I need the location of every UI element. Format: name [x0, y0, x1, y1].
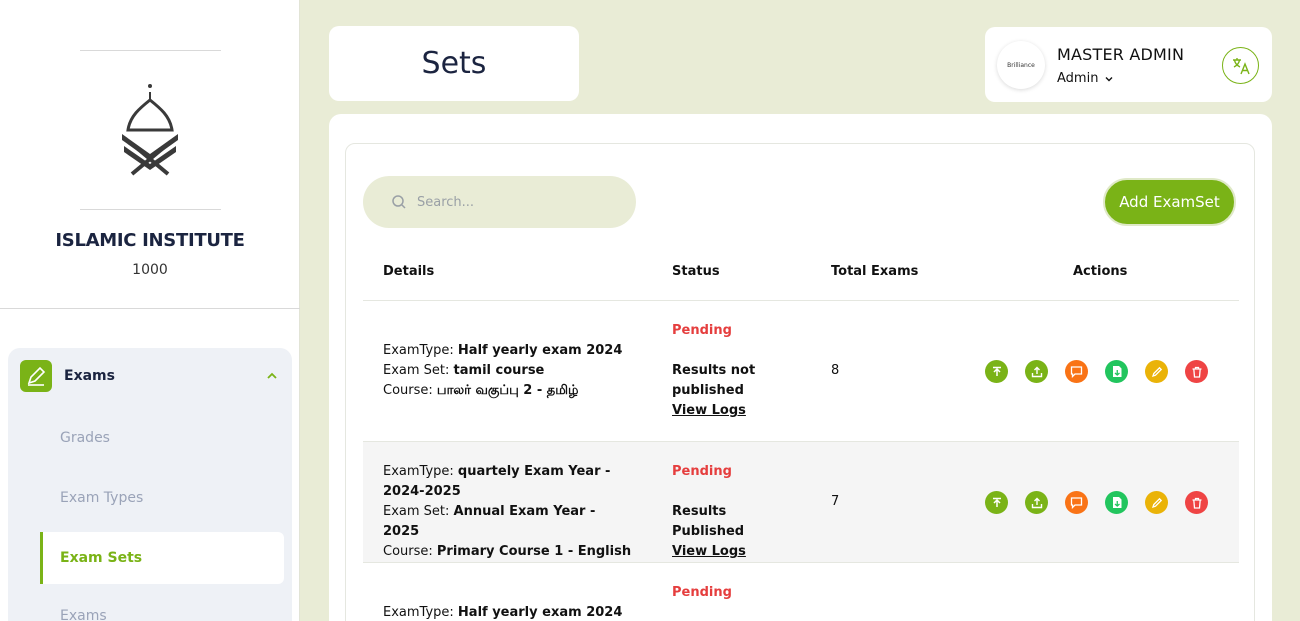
exam-set-value: tamil course: [453, 363, 545, 378]
table-row: [363, 441, 1239, 562]
exams-menu-panel: [8, 348, 292, 621]
pencil-icon: [20, 360, 52, 392]
logo-divider-bottom: [80, 209, 221, 210]
upload-icon[interactable]: [1025, 360, 1048, 383]
delete-icon[interactable]: [1185, 360, 1208, 383]
user-name: MASTER ADMIN: [1057, 45, 1185, 64]
translate-button[interactable]: [1222, 47, 1259, 84]
avatar-logo-text: Brilliance: [1007, 61, 1035, 69]
table-row: [363, 562, 1239, 621]
exam-type-value: quartely Exam Year - 2024-2025: [383, 464, 611, 499]
table-row: [363, 300, 1239, 441]
logo-divider-top: [80, 50, 221, 51]
chevron-up-icon[interactable]: [264, 368, 280, 384]
institute-code: 1000: [132, 262, 168, 278]
column-header-details[interactable]: Details: [383, 264, 435, 279]
course-label: Course:: [383, 383, 433, 398]
exam-set-label: Exam Set:: [383, 504, 450, 519]
exam-set-label: Exam Set:: [383, 363, 450, 378]
column-header-status[interactable]: Status: [672, 264, 720, 279]
total-exams: 8: [831, 363, 840, 378]
edit-icon[interactable]: [1145, 491, 1168, 514]
course-value: Primary Course 1 - English: [436, 544, 632, 559]
details-cell: [383, 462, 633, 562]
sidebar-item-grades[interactable]: Grades: [60, 430, 110, 446]
status-badge: Pending: [672, 323, 732, 338]
main-card: [329, 114, 1272, 621]
exam-set-value: Annual Exam Year - 2025: [383, 504, 596, 539]
user-card: [985, 27, 1272, 102]
institute-logo: [110, 82, 190, 182]
sidebar: [0, 0, 300, 621]
page-title: Sets: [421, 46, 487, 81]
status-cell: [672, 462, 802, 562]
sidebar-item-exams[interactable]: Exams: [60, 608, 107, 621]
exam-type-label: ExamType:: [383, 464, 454, 479]
sidebar-divider: [0, 308, 300, 309]
view-logs-link[interactable]: View Logs: [672, 403, 746, 418]
column-header-actions: Actions: [1073, 264, 1128, 279]
comment-icon[interactable]: [1065, 491, 1088, 514]
role-dropdown[interactable]: [1057, 71, 1114, 86]
search-placeholder: Search...: [417, 194, 475, 210]
sidebar-item-exam-types[interactable]: Exam Types: [60, 490, 144, 506]
course-value: பாலர் வகுப்பு 2 - தமிழ்: [436, 383, 579, 398]
details-cell: [383, 603, 643, 621]
institute-name: ISLAMIC INSTITUTE: [55, 230, 245, 251]
column-header-total-exams[interactable]: Total Exams: [831, 264, 919, 279]
delete-icon[interactable]: [1185, 491, 1208, 514]
exam-type-value: Half yearly exam 2024: [457, 605, 623, 620]
menu-section-exams[interactable]: [20, 360, 280, 392]
chevron-down-icon: [1104, 74, 1114, 84]
course-label: Course:: [383, 544, 433, 559]
row-actions: [985, 491, 1208, 514]
edit-icon[interactable]: [1145, 360, 1168, 383]
menu-section-label: Exams: [64, 368, 115, 384]
status-cell: [672, 321, 792, 421]
table-container: [345, 143, 1255, 621]
add-examset-button[interactable]: Add ExamSet: [1103, 178, 1236, 226]
download-icon[interactable]: [1105, 360, 1128, 383]
upload-icon[interactable]: [1025, 491, 1048, 514]
exam-type-label: ExamType:: [383, 605, 454, 620]
page-title-card: [329, 26, 579, 101]
publish-icon[interactable]: [985, 360, 1008, 383]
result-status: Results not published: [672, 363, 756, 398]
download-icon[interactable]: [1105, 491, 1128, 514]
comment-icon[interactable]: [1065, 360, 1088, 383]
exam-type-label: ExamType:: [383, 343, 454, 358]
result-status: Results Published: [672, 504, 745, 539]
details-cell: [383, 341, 643, 401]
total-exams: 7: [831, 494, 840, 509]
avatar[interactable]: [997, 41, 1045, 89]
search-input[interactable]: [363, 176, 636, 228]
user-role: Admin: [1057, 71, 1099, 86]
row-actions: [985, 360, 1208, 383]
view-logs-link[interactable]: View Logs: [672, 544, 746, 559]
status-badge: Pending: [672, 464, 732, 479]
status-badge: Pending: [672, 585, 732, 600]
search-icon: [391, 194, 407, 210]
publish-icon[interactable]: [985, 491, 1008, 514]
status-cell: [672, 583, 732, 603]
sidebar-item-exam-sets[interactable]: Exam Sets: [40, 532, 284, 584]
exam-type-value: Half yearly exam 2024: [457, 343, 623, 358]
translate-icon: [1231, 56, 1251, 76]
